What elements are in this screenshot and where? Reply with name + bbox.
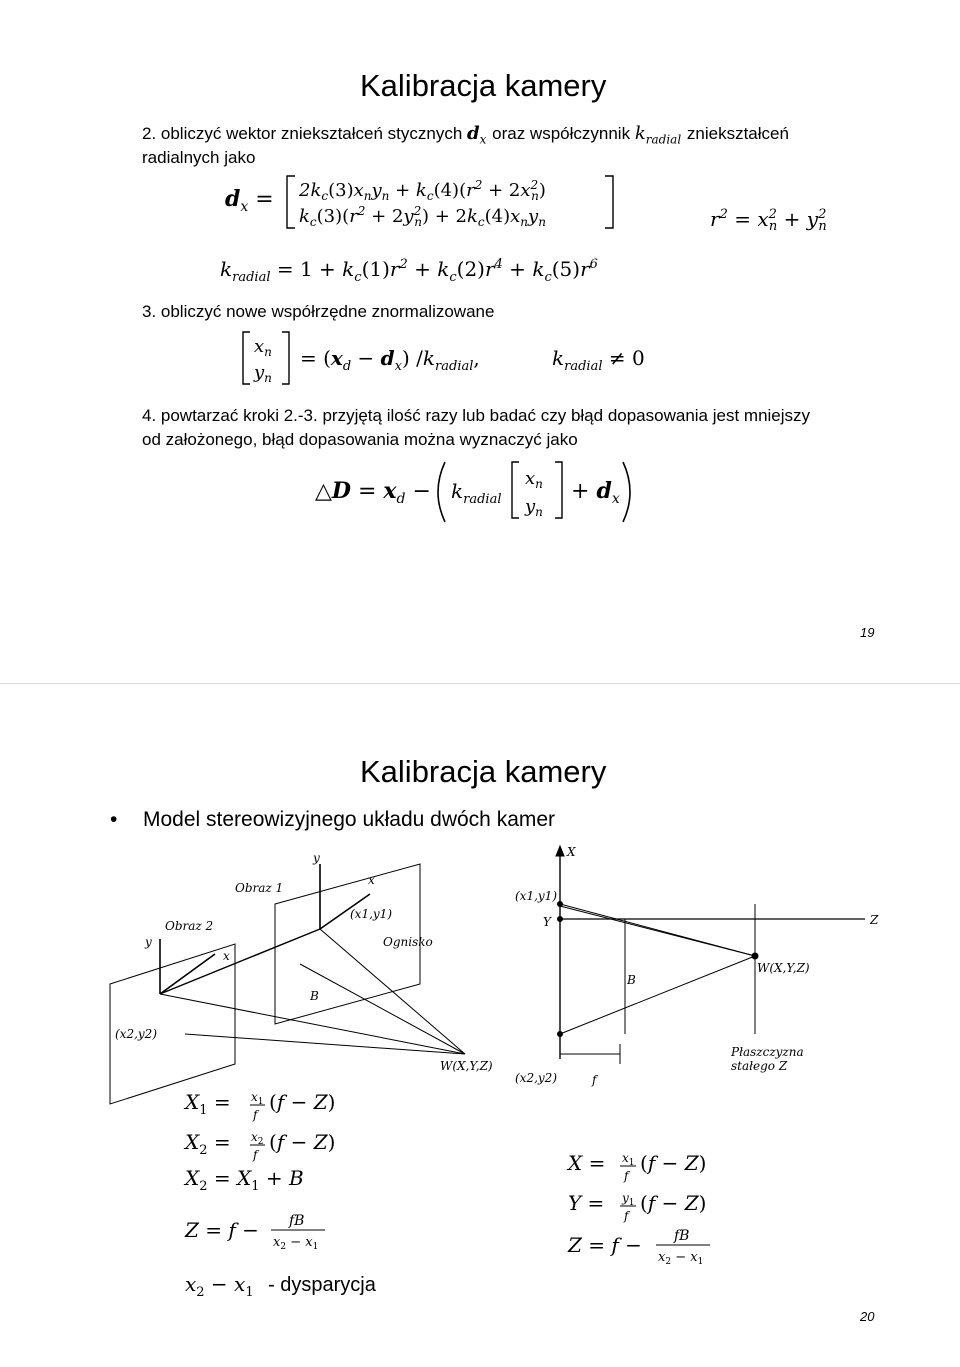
svg-text:y1: $y_1$ <box>622 1191 635 1208</box>
svg-text:(f − Z): (f − Z) <box>269 1090 336 1114</box>
label-ognisko: Ognisko <box>383 935 433 949</box>
svg-text:fB: fB <box>289 1213 305 1229</box>
label-x-top: x <box>368 873 375 887</box>
label-y-axis: Y <box>543 915 551 929</box>
step4-line1: 4. powtarzać kroki 2.-3. przyjętą ilość razy lub badać czy błąd dopasowania jest mniejszy <box>142 406 811 425</box>
svg-text:x1: $x_1$ <box>622 1151 635 1168</box>
bullet-text: Model stereowizyjnego układu dwóch kamer <box>143 808 556 831</box>
svg-text:(f − Z): (f − Z) <box>640 1191 707 1215</box>
label-z-axis: Z <box>870 913 879 927</box>
label-p1: (x1,y1) <box>350 907 392 921</box>
stereo-diagram-left <box>105 844 525 1094</box>
svg-text:yn: $y_n$ <box>254 362 272 385</box>
step2-line2: radialnych jako <box>142 148 256 167</box>
svg-text:x2 − x1: $x_2 - x_1$ <box>273 1235 319 1252</box>
label-obraz2: Obraz 2 <box>165 919 214 933</box>
svg-text:xn: $x_n$ <box>254 336 272 359</box>
eq-r2: $r^2 = x^2$ $n + y^2$ n <box>710 207 827 234</box>
svg-text:f: f <box>624 1169 629 1183</box>
step2-prefix: 2. obliczyć wektor zniekształceń stycznych <box>142 124 463 143</box>
slide-title: Kalibracja kamery <box>360 754 607 789</box>
equation-normalized <box>240 330 670 390</box>
eq-right-2: Y = <box>568 1191 605 1215</box>
label-w: W(X,Y,Z) <box>440 1059 493 1073</box>
svg-text:+ dx: + $d_x$ <box>571 478 620 507</box>
page-number: 19 <box>860 625 875 640</box>
svg-text:x2: $x_2$ <box>251 1130 264 1147</box>
svg-text:x2 − x1: $x_2 - x_1$ <box>658 1250 704 1267</box>
svg-text:f: f <box>253 1148 258 1162</box>
equation-dx <box>225 172 625 232</box>
label-plane-line2: stałego Z <box>731 1059 788 1073</box>
equations-left <box>185 1079 405 1252</box>
disparity-line <box>185 1272 376 1300</box>
eq-left-4: Z = f − <box>185 1218 259 1242</box>
label-b: B <box>310 989 319 1003</box>
equation-k-radial <box>220 252 640 288</box>
eq-dx-lhs: $d_x$ = <box>225 186 274 215</box>
label-p2: (x2,y2) <box>515 1071 557 1085</box>
svg-text:f: f <box>624 1209 629 1223</box>
label-obraz1: Obraz 1 <box>235 881 284 895</box>
label-y-top: y <box>313 851 320 865</box>
svg-text:yn: $y_n$ <box>525 496 543 519</box>
disparity-expr: $x_2 - x_1$ <box>185 1272 254 1300</box>
label-y-left: y <box>145 935 152 949</box>
label-f: f <box>592 1073 597 1087</box>
k-radial-symbol: $k_{radial}$ <box>634 123 682 147</box>
svg-text:kradial: $k_{radial}$ <box>451 479 502 507</box>
label-x-left: x <box>223 949 230 963</box>
svg-text:(f − Z): (f − Z) <box>640 1151 707 1175</box>
eq-right-3: Z = f − <box>568 1233 642 1257</box>
eq-right-1: X = <box>568 1151 606 1175</box>
label-w: W(X,Y,Z) <box>757 961 810 975</box>
page-number: 20 <box>860 1309 875 1324</box>
eq-krad: $k_{radial} = 1 + k_c(1)r^2 + k_c(2)r^4 + k_c(5)r^6$ <box>220 257 598 285</box>
eq-left-2: $X_2$ = <box>185 1130 231 1158</box>
eq-left-1: $X_1$ = <box>185 1090 231 1118</box>
dx-symbol: $d_x$ <box>467 123 487 147</box>
label-plane-line1: Płaszczyzna <box>731 1045 804 1059</box>
svg-text:fB: fB <box>674 1228 690 1244</box>
eq-norm: = $(x_d - d_x)$ $/k_{radial}$, <box>300 346 480 374</box>
slide-title: Kalibracja kamery <box>360 68 607 103</box>
equation-r2 <box>710 200 880 236</box>
eq-dx-row1: $2k_c(3)x_ny_n + k_c(4)(r^2 + 2x^2$ n) <box>299 178 546 203</box>
step4-line2: od założonego, błąd dopasowania można wyznaczyć jako <box>142 430 578 449</box>
slide-19 <box>0 0 960 683</box>
label-p1: (x1,y1) <box>515 889 557 903</box>
label-x-axis: X <box>567 845 576 859</box>
eq-dx-row2: $k_c(3)(r^2 + 2y^2$ $n) + 2k_c(4)x_ny_n$ <box>299 204 546 229</box>
label-b: B <box>627 973 636 987</box>
svg-text:x1: $x_1$ <box>251 1090 264 1107</box>
slide-20 <box>0 684 960 1367</box>
step2-mid: oraz współczynnik <box>492 124 631 143</box>
eq-left-3: $X_2 = X_1 + B$ <box>185 1166 304 1194</box>
equation-delta-d <box>315 458 655 528</box>
svg-text:xn: $x_n$ <box>525 468 543 491</box>
label-p2: (x2,y2) <box>115 1027 157 1041</box>
svg-text:f: f <box>253 1108 258 1122</box>
equations-right <box>568 1142 768 1272</box>
eq-norm-cond: $k_{radial} \ne 0$ <box>552 346 645 374</box>
bullet-dot: • <box>110 808 118 831</box>
svg-text:(f − Z): (f − Z) <box>269 1130 336 1154</box>
step3-text: 3. obliczyć nowe współrzędne znormalizowane <box>142 302 495 321</box>
step2-suffix: zniekształceń <box>686 124 789 143</box>
eq-delta: △D = $x_d$ − <box>315 478 431 507</box>
stereo-diagram-right <box>515 844 895 1094</box>
disparity-label: - dysparycja <box>268 1274 376 1296</box>
